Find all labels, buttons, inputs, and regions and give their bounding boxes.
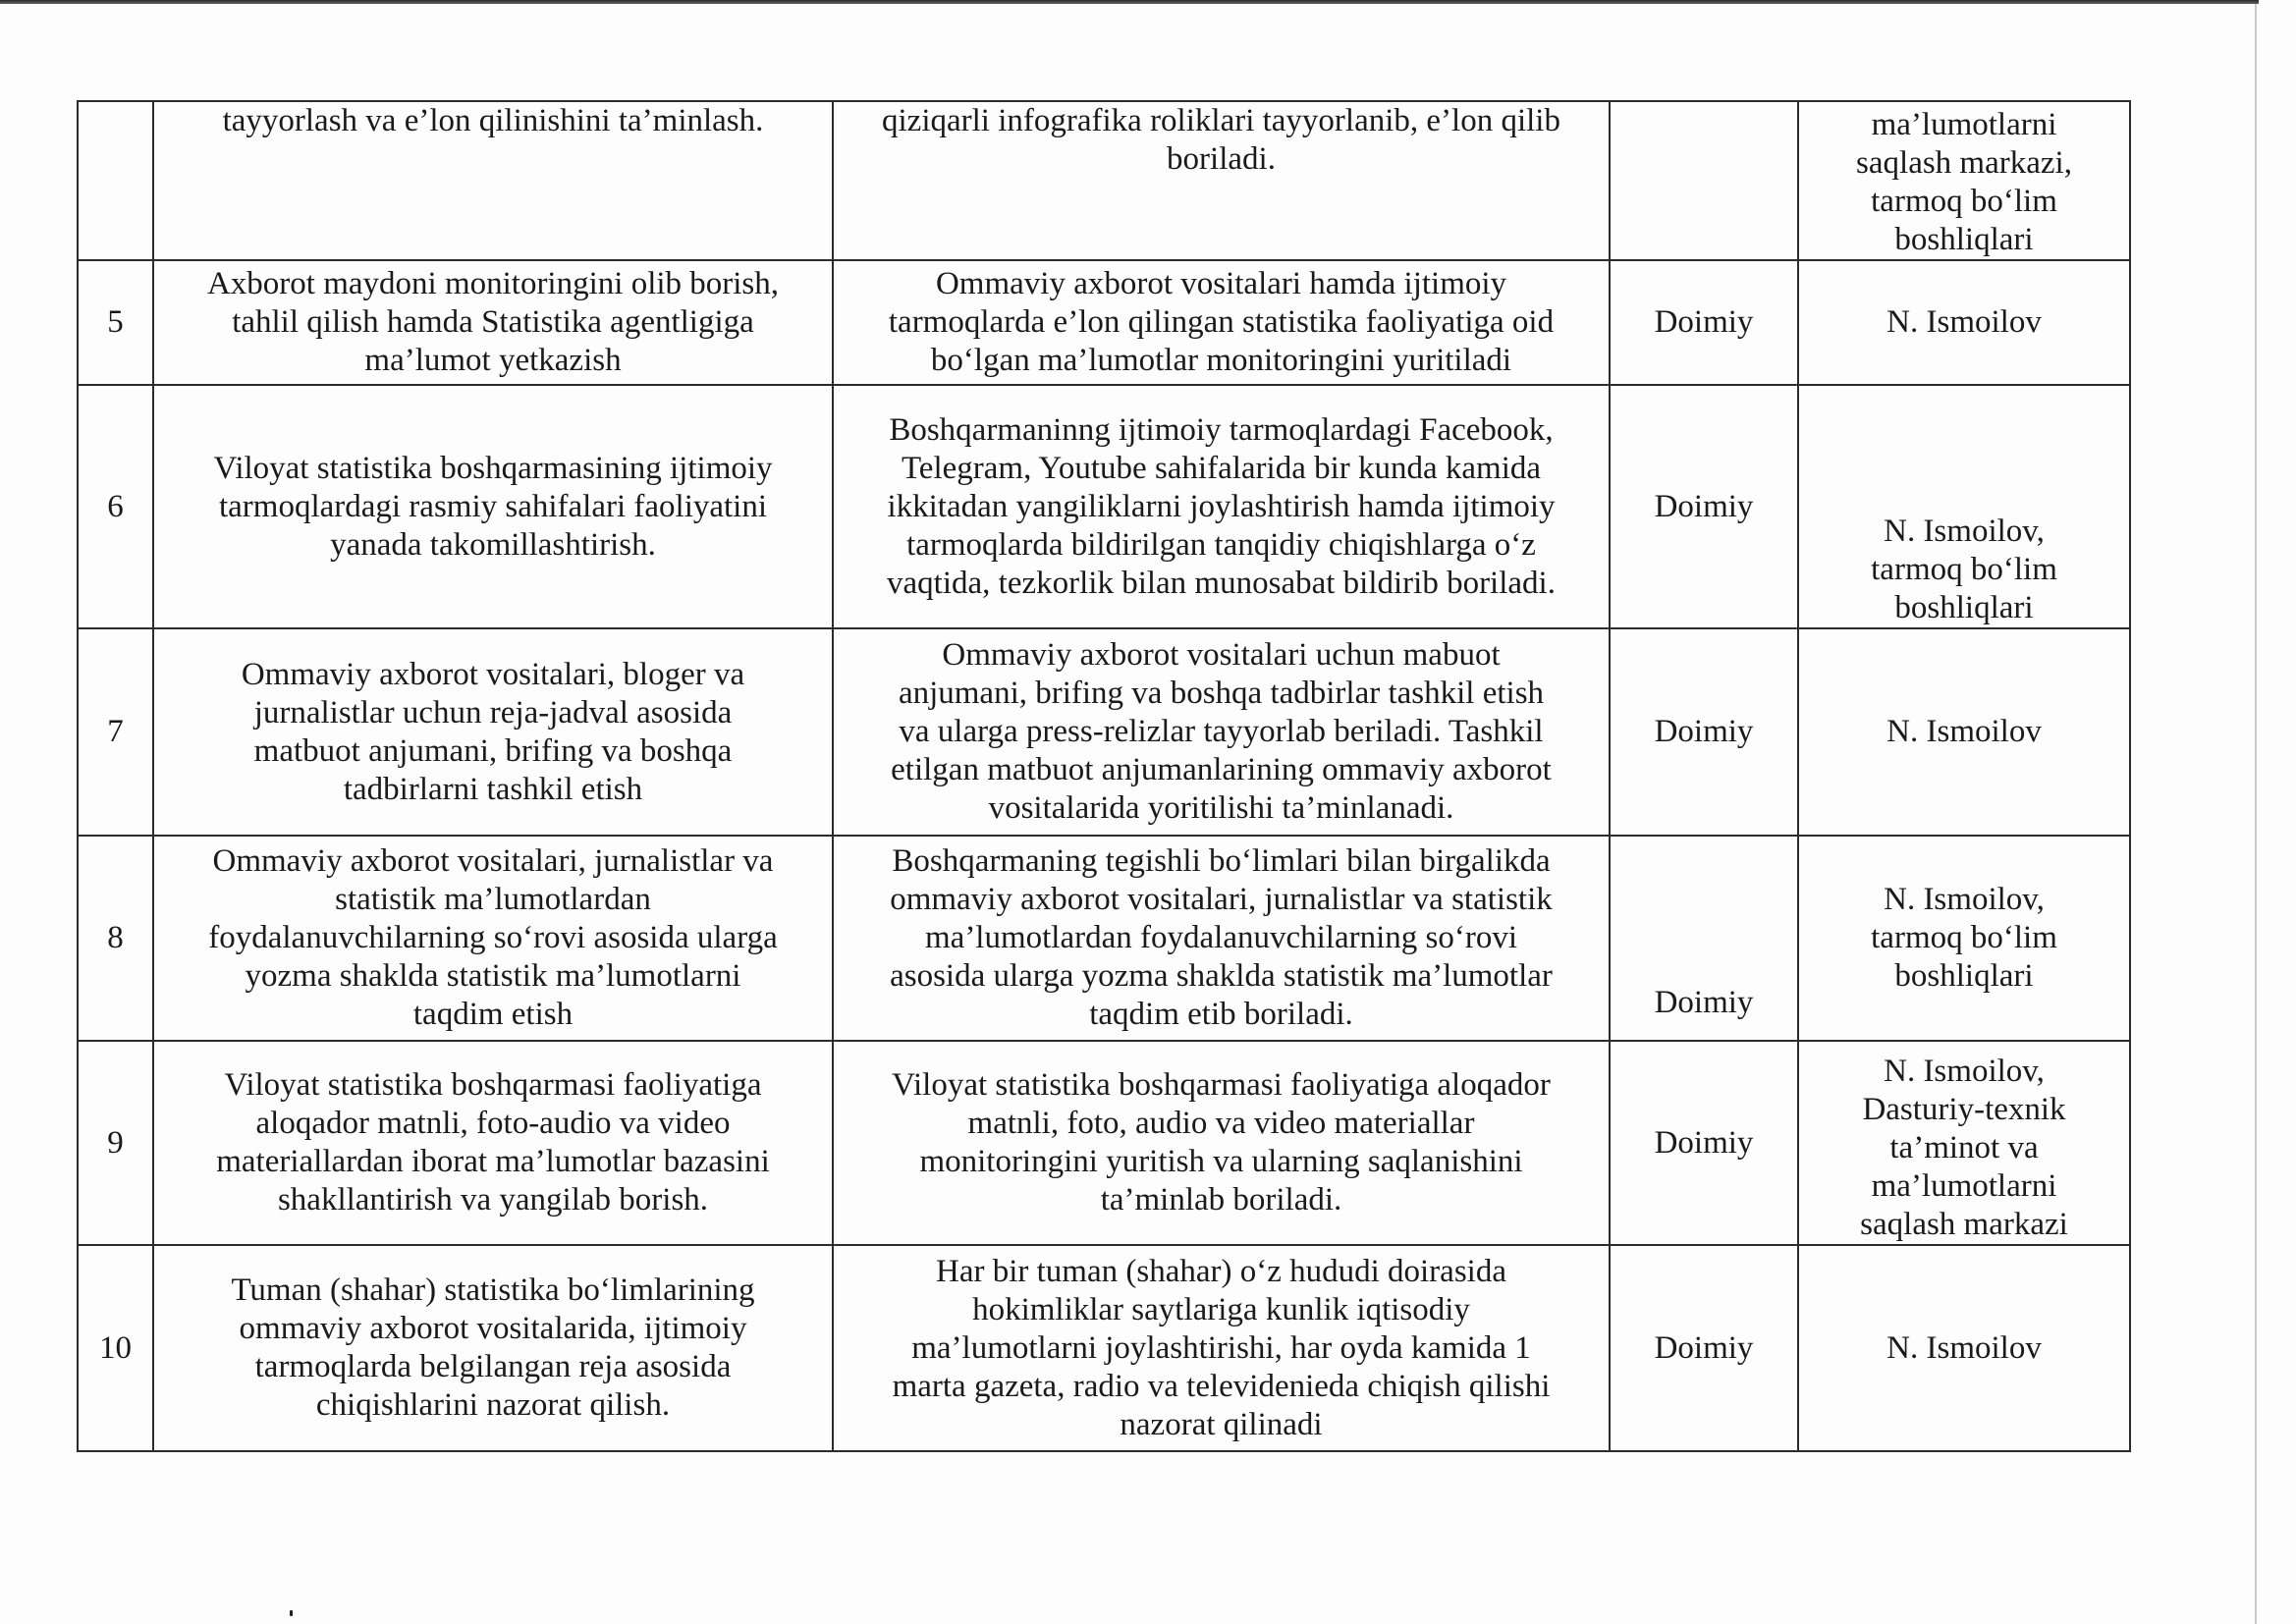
term-cell: Doimiy [1610,1245,1798,1451]
task-line: ommaviy axborot vositalarida, ijtimoiy [239,1311,747,1346]
description-line: asosida ularga yozma shaklda statistik ma’lumotlar [890,958,1553,994]
description-line: ma’lumotlardan foydalanuvchilarning so‘rovi [925,920,1517,955]
responsible-line: saqlash markazi [1860,1207,2068,1242]
task-line: Viloyat statistika boshqarmasining ijtimoiy [213,450,773,486]
task-line: tayyorlash va e’lon qilinishini ta’minlash. [222,103,764,138]
description-cell [833,1041,1610,1245]
description-line: Viloyat statistika boshqarmasi faoliyatiga aloqador [892,1067,1551,1103]
scan-edge-top [0,0,2259,4]
responsible-cell [1798,1041,2130,1245]
task-line: ma’lumot yetkazish [364,343,622,378]
description-line: tarmoqlarda bildirilgan tanqidiy chiqishlarga o‘z [906,526,1536,563]
description-line: etilgan matbuot anjumanlarining ommaviy axborot [891,752,1552,787]
task-line: tadbirlarni tashkil etish [343,771,643,807]
task-line: shakllantirish va yangilab borish. [277,1182,709,1218]
responsible-line: N. Ismoilov, [1884,514,2045,549]
description-line: marta gazeta, radio va televidenieda chiqish qilishi [892,1368,1551,1404]
responsible-line: Dasturiy-texnik [1862,1092,2066,1127]
responsible-cell [1798,628,2130,836]
responsible-line: tarmoq bo‘lim [1871,552,2057,587]
description-line: qiziqarli infografika roliklari tayyorlanib, e’lon qilib [882,103,1560,138]
term-cell: Doimiy [1610,260,1798,385]
responsible-line: N. Ismoilov [1886,304,2042,340]
description-cell [833,101,1610,260]
responsible-cell [1798,101,2130,260]
description-cell [833,628,1610,836]
description-cell [833,260,1610,385]
task-cell [153,1041,833,1245]
description-line: Boshqarmaninng ijtimoiy tarmoqlardagi Facebook, [889,411,1554,448]
row-number: 7 [78,628,153,836]
description-line: bo‘lgan ma’lumotlar monitoringini yuritiladi [930,343,1512,378]
row-number: 10 [78,1245,153,1451]
task-line: tarmoqlarda belgilangan reja asosida [254,1349,732,1384]
responsible-cell [1798,836,2130,1041]
responsible-line: N. Ismoilov, [1884,882,2045,917]
responsible-line: saqlash markazi, [1856,145,2072,181]
description-line: taqdim etib boriladi. [1089,997,1353,1032]
description-line: Ommaviy axborot vositalari uchun mabuot [942,637,1501,673]
task-line: Ommaviy axborot vositalari, bloger va [241,656,745,692]
task-line: chiqishlarini nazorat qilish. [315,1387,671,1423]
description-line: vositalarida yoritilishi ta’minlanadi. [988,790,1454,826]
responsible-line: ma’lumotlarni [1871,107,2057,142]
task-line: yozma shaklda statistik ma’lumotlarni [245,958,741,994]
task-line: Axborot maydoni monitoringini olib borish, [206,266,780,301]
task-line: aloqador matnli, foto-audio va video [255,1106,731,1141]
term-cell: Doimiy [1610,628,1798,836]
responsible-line: ta’minot va [1889,1130,2039,1165]
task-line: Ommaviy axborot vositalari, jurnalistlar va [212,843,774,879]
description-line: nazorat qilinadi [1120,1406,1323,1442]
table-row [78,260,2130,385]
term-cell: Doimiy [1610,385,1798,628]
responsible-line: boshliqlari [1894,958,2034,994]
description-cell [833,1245,1610,1451]
table-body [78,101,2130,1451]
description-line: ommaviy axborot vositalari, jurnalistlar va statistik [890,882,1553,917]
task-line: yanada takomillashtirish. [330,526,656,563]
row-number [78,101,153,260]
table-row [78,1245,2130,1451]
row-number: 9 [78,1041,153,1245]
description-cell [833,836,1610,1041]
description-line: Ommaviy axborot vositalari hamda ijtimoiy [935,266,1507,301]
row-number: 5 [78,260,153,385]
table-row [78,101,2130,260]
description-line: ma’lumotlarni joylashtirishi, har oyda kamida 1 [911,1329,1531,1366]
description-cell [833,385,1610,628]
term-cell [1610,101,1798,260]
responsible-line: N. Ismoilov, [1884,1054,2045,1089]
description-line: hokimliklar saytlariga kunlik iqtisodiy [972,1291,1470,1327]
task-line: Tuman (shahar) statistika bo‘limlarining [231,1272,755,1308]
task-line: foydalanuvchilarning so‘rovi asosida ularga [208,920,778,955]
description-line: Har bir tuman (shahar) o‘z hududi doirasida [936,1253,1506,1289]
task-cell [153,628,833,836]
task-line: statistik ma’lumotlardan [335,882,651,917]
responsible-line: boshliqlari [1894,222,2034,257]
description-line: Boshqarmaning tegishli bo‘limlari bilan birgalikda [892,843,1551,879]
task-cell [153,1245,833,1451]
responsible-cell [1798,1245,2130,1451]
task-line: tarmoqlardagi rasmiy sahifalari faoliyatini [218,488,768,524]
description-line: boriladi. [1167,141,1276,177]
description-line: va ularga press-relizlar tayyorlab beriladi. Tashkil [899,714,1544,749]
responsible-line: boshliqlari [1894,590,2034,625]
task-line: tahlil qilish hamda Statistika agentligiga [232,304,754,340]
task-line: matbuot anjumani, brifing va boshqa [253,732,733,769]
responsible-cell [1798,260,2130,385]
responsible-line: tarmoq bo‘lim [1871,184,2057,219]
description-line: matnli, foto, audio va video materiallar [967,1106,1475,1141]
row-number: 6 [78,385,153,628]
task-cell [153,260,833,385]
action-plan-table [77,100,2131,1452]
description-line: ikkitadan yangiliklarni joylashtirish hamda ijtimoiy [887,488,1556,524]
scan-edge-right [2255,4,2257,1624]
description-line: Telegram, Youtube sahifalarida bir kunda kamida [901,450,1542,486]
row-number: 8 [78,836,153,1041]
responsible-line: ma’lumotlarni [1871,1168,2057,1204]
responsible-cell [1798,385,2130,628]
responsible-line: N. Ismoilov [1886,714,2042,749]
description-line: anjumani, brifing va boshqa tadbirlar tashkil etish [898,676,1545,711]
term-cell: Doimiy [1610,1041,1798,1245]
description-line: vaqtida, tezkorlik bilan munosabat bildirib boriladi. [887,565,1556,601]
description-line: ta’minlab boriladi. [1100,1182,1342,1218]
table-row [78,836,2130,1041]
responsible-line: N. Ismoilov [1886,1329,2042,1366]
task-cell [153,836,833,1041]
table-row [78,1041,2130,1245]
task-cell [153,101,833,260]
task-line: taqdim etish [412,997,574,1032]
term-cell: Doimiy [1610,836,1798,1041]
scan-speck [290,1610,293,1616]
table-row [78,628,2130,836]
task-line: Viloyat statistika boshqarmasi faoliyatiga [224,1067,762,1103]
task-line: jurnalistlar uchun reja-jadval asosida [253,694,733,731]
task-cell [153,385,833,628]
task-line: materiallardan iborat ma’lumotlar bazasini [216,1144,770,1179]
description-line: tarmoqlarda e’lon qilingan statistika faoliyatiga oid [888,304,1555,340]
responsible-line: tarmoq bo‘lim [1871,920,2057,955]
table-row [78,385,2130,628]
description-line: monitoringini yuritish va ularning saqlanishini [919,1144,1523,1179]
